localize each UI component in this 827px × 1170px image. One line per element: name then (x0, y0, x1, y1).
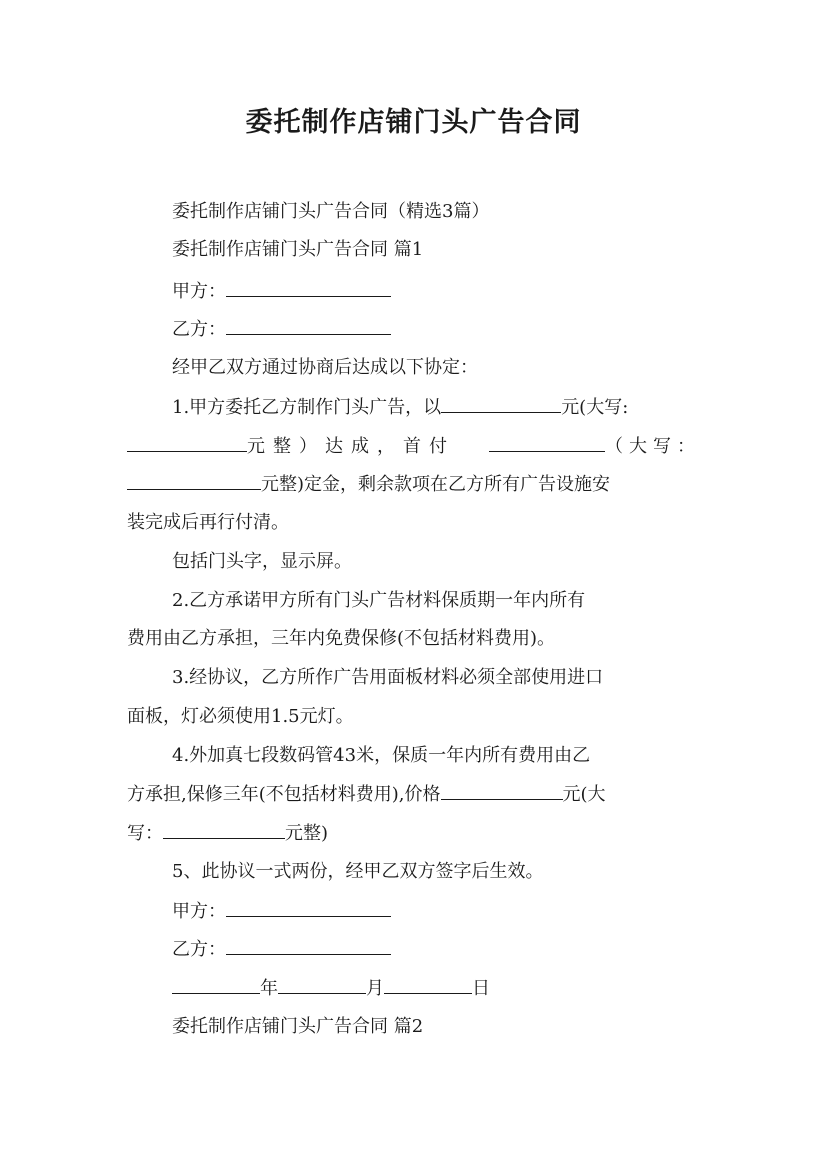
clause-4-text-c: 元(大 (562, 784, 606, 805)
clause-1-line-3 (127, 469, 701, 500)
year-label: 年 (260, 978, 278, 999)
date-line (172, 973, 490, 1004)
amount-blank (441, 392, 561, 413)
party-b-label: 乙方： (172, 319, 226, 340)
clause-1-text-a: 1.甲方委托乙方制作门头广告，以 (172, 397, 442, 418)
party-b-line (172, 314, 391, 345)
signature-party-a-blank (226, 896, 391, 917)
clause-4-line-3 (127, 818, 701, 849)
signature-party-b-label: 乙方： (172, 939, 226, 960)
signature-party-a-label: 甲方： (172, 901, 226, 922)
document-title: 委托制作店铺门头广告合同 (245, 107, 582, 138)
clause-4-text-e: 元整) (285, 823, 329, 844)
clause-5: 5、此协议一式两份，经甲乙双方签字后生效。 (172, 861, 544, 882)
clause-4-line-1: 4.外加真七段数码管43米，保质一年内所有费用由乙 (172, 745, 591, 766)
signature-party-b-blank (226, 934, 391, 955)
clause-4-text-d: 写： (127, 823, 163, 844)
clause-1-line-2-left (127, 431, 455, 462)
clause-3-line-1: 3.经协议，乙方所作广告用面板材料必须全部使用进口 (172, 667, 604, 688)
clause-1-line-1 (172, 392, 628, 423)
signature-party-a (172, 896, 391, 927)
year-blank (172, 973, 260, 994)
price-blank (441, 779, 563, 800)
down-payment-blank (489, 431, 605, 452)
month-label: 月 (366, 978, 384, 999)
party-a-label: 甲方： (172, 281, 226, 302)
party-b-blank (226, 314, 391, 335)
clause-2-line-2: 费用由乙方承担，三年内免费保修(不包括材料费用)。 (127, 628, 556, 649)
clause-4-text-b: 方承担,保修三年(不包括材料费用),价格 (127, 784, 441, 805)
clause-1-text-c: 元整）达成，首付 (247, 436, 455, 457)
clause-1-line-2 (127, 431, 701, 462)
down-payment-uppercase-blank (127, 469, 261, 490)
clause-1-text-b: 元(大写: (561, 397, 629, 418)
clause-1-line-2-right (489, 431, 701, 462)
month-blank (278, 973, 366, 994)
party-a-blank (226, 276, 391, 297)
signature-party-b (172, 934, 391, 965)
intro-text: 经甲乙双方通过协商后达成以下协定： (172, 357, 478, 378)
amount-uppercase-blank (127, 431, 247, 452)
clause-1-line-4: 装完成后再行付清。 (127, 512, 289, 533)
clause-3-line-2: 面板，灯必须使用1.5元灯。 (127, 706, 354, 727)
day-label: 日 (472, 978, 490, 999)
subtitle: 委托制作店铺门头广告合同（精选3篇） (172, 201, 490, 222)
party-a-line (172, 276, 391, 307)
include-text: 包括门头字，显示屏。 (172, 551, 352, 572)
clause-1-text-e: 元整)定金，剩余款项在乙方所有广告设施安 (261, 474, 611, 495)
section-heading-part1: 委托制作店铺门头广告合同 篇1 (172, 239, 424, 260)
price-uppercase-blank (163, 818, 285, 839)
clause-4-line-2 (127, 779, 701, 810)
clause-2-line-1: 2.乙方承诺甲方所有门头广告材料保质期一年内所有 (172, 590, 586, 611)
section-heading-part2: 委托制作店铺门头广告合同 篇2 (172, 1016, 424, 1037)
clause-1-text-d: （大写： (605, 436, 701, 457)
day-blank (384, 973, 472, 994)
